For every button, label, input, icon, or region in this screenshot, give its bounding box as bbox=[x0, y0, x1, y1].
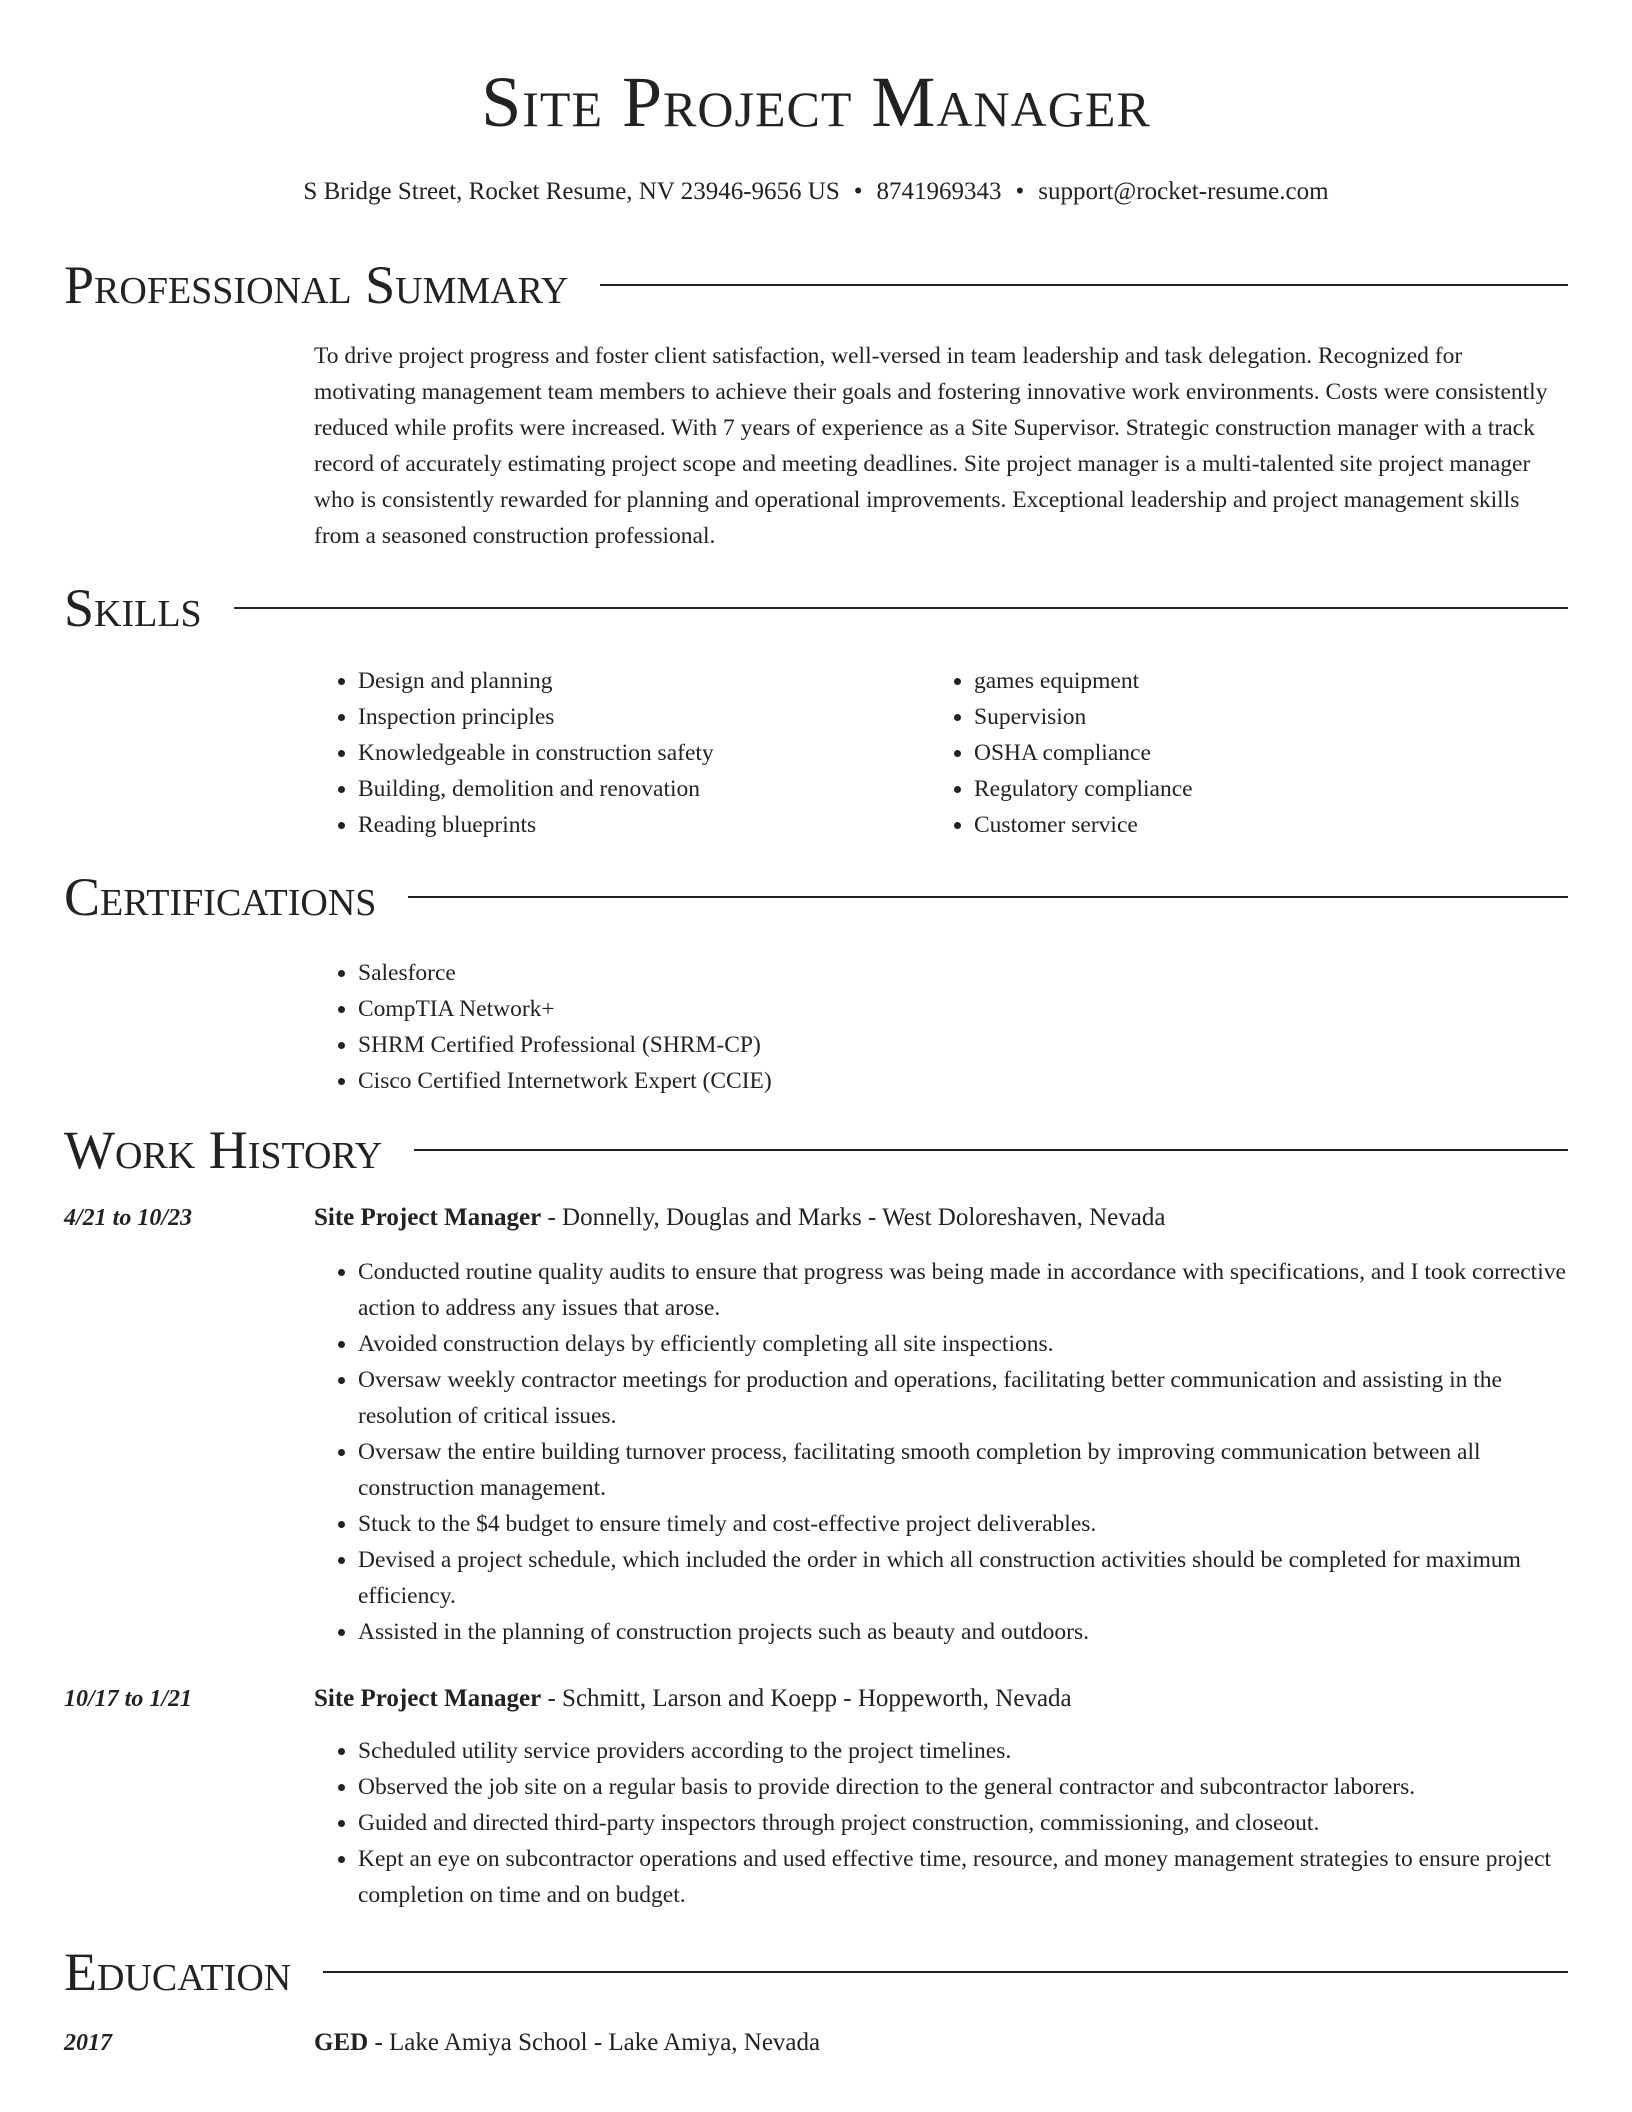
job-role: Site Project Manager bbox=[314, 1685, 542, 1712]
job-employer-location: - Schmitt, Larson and Koepp - Hoppeworth, Nevada bbox=[541, 1685, 1072, 1712]
resume-name-heading: Site Project Manager bbox=[481, 62, 1151, 142]
job-role: Site Project Manager bbox=[314, 1204, 542, 1231]
job-bullet: • Assisted in the planning of construction projects such as beauty and outdoors. bbox=[358, 1614, 1568, 1650]
job-bullet: • Oversaw weekly contractor meetings for production and operations, facilitating better communication and assisting in the resolution of critical issues. bbox=[358, 1362, 1568, 1434]
job-bullet: • Conducted routine quality audits to ensure that progress was being made in accordance with specifications, and I took corrective action to address any issues that arose. bbox=[358, 1254, 1568, 1326]
education-year: 2017 bbox=[64, 2030, 112, 2056]
skill-item: • Inspection principles bbox=[358, 699, 914, 735]
skills-column-right bbox=[930, 663, 1530, 843]
education-degree: GED bbox=[314, 2029, 369, 2056]
contact-separator: • bbox=[1015, 178, 1025, 205]
job-employer-location: - Donnelly, Douglas and Marks - West Doloreshaven, Nevada bbox=[541, 1204, 1166, 1231]
job-bullet: • Guided and directed third-party inspectors through project construction, commissioning, and closeout. bbox=[358, 1805, 1568, 1841]
job-dates: 4/21 to 10/23 bbox=[64, 1205, 193, 1231]
contact-line bbox=[0, 176, 1632, 208]
section-header-skills bbox=[64, 578, 1568, 638]
contact-email[interactable]: support@rocket-resume.com bbox=[1038, 178, 1329, 205]
certification-item: • CompTIA Network+ bbox=[358, 991, 1568, 1027]
section-divider bbox=[600, 284, 1568, 286]
education-line bbox=[314, 2025, 1568, 2061]
job-bullets bbox=[314, 1733, 1568, 1913]
certification-item: • Salesforce bbox=[358, 955, 1568, 991]
job-bullet: • Devised a project schedule, which included the order in which all construction activities should be completed for maximum efficiency. bbox=[358, 1542, 1568, 1614]
skill-item: • Design and planning bbox=[358, 663, 914, 699]
certification-item: • SHRM Certified Professional (SHRM-CP) bbox=[358, 1027, 1568, 1063]
section-header-certifications bbox=[64, 867, 1568, 927]
job-title-line bbox=[314, 1681, 1568, 1717]
section-title-certifications: Certifications bbox=[64, 867, 377, 927]
job-dates: 10/17 to 1/21 bbox=[64, 1686, 193, 1712]
section-divider bbox=[234, 607, 1568, 609]
contact-address: S Bridge Street, Rocket Resume, NV 23946-9656 US bbox=[303, 178, 840, 205]
job-title-line bbox=[314, 1200, 1568, 1236]
section-divider bbox=[414, 1149, 1568, 1151]
section-title-skills: Skills bbox=[64, 578, 202, 638]
skill-item: • Building, demolition and renovation bbox=[358, 771, 914, 807]
job-bullets bbox=[314, 1254, 1568, 1650]
section-header-education bbox=[64, 1942, 1568, 2002]
certification-item: • Cisco Certified Internetwork Expert (CCIE) bbox=[358, 1063, 1568, 1099]
section-title-summary: Professional Summary bbox=[64, 255, 569, 315]
job-bullet: • Oversaw the entire building turnover process, facilitating smooth completion by improving communication between all construction management. bbox=[358, 1434, 1568, 1506]
section-title-work-history: Work History bbox=[64, 1120, 383, 1180]
section-title-education: Education bbox=[64, 1942, 292, 2002]
job-bullet: • Scheduled utility service providers according to the project timelines. bbox=[358, 1733, 1568, 1769]
skill-item: • Knowledgeable in construction safety bbox=[358, 735, 914, 771]
skill-item: • Supervision bbox=[974, 699, 1530, 735]
summary-text: To drive project progress and foster client satisfaction, well-versed in team leadership and task delegation. Recognized for motivating management team members to achieve their goals and fostering innovative work environments. Costs were consistently reduced while profits were increased. With 7 years of experience as a Site Supervisor. Strategic construction manager with a track record of accurately estimating project scope and meeting deadlines. Site project manager is a multi-talented site project manager who is consistently rewarded for planning and operational improvements. Exceptional leadership and project management skills from a seasoned construction professional. bbox=[314, 343, 1548, 549]
skill-item: • games equipment bbox=[974, 663, 1530, 699]
contact-separator: • bbox=[853, 178, 863, 205]
section-divider bbox=[323, 1971, 1568, 1973]
skill-item: • Regulatory compliance bbox=[974, 771, 1530, 807]
skill-item: • Reading blueprints bbox=[358, 807, 914, 843]
section-header-summary bbox=[64, 255, 1568, 315]
job-bullet: • Avoided construction delays by efficiently completing all site inspections. bbox=[358, 1326, 1568, 1362]
contact-phone: 8741969343 bbox=[876, 178, 1002, 205]
education-school-location: - Lake Amiya School - Lake Amiya, Nevada bbox=[368, 2029, 821, 2056]
job-bullet: • Kept an eye on subcontractor operations and used effective time, resource, and money management strategies to ensure project completion on time and on budget. bbox=[358, 1841, 1568, 1913]
section-divider bbox=[408, 896, 1568, 898]
section-header-work-history bbox=[64, 1120, 1568, 1180]
skill-item: • OSHA compliance bbox=[974, 735, 1530, 771]
certifications-list bbox=[314, 955, 1568, 1099]
job-bullet: • Stuck to the $4 budget to ensure timely and cost-effective project deliverables. bbox=[358, 1506, 1568, 1542]
job-bullet: • Observed the job site on a regular basis to provide direction to the general contractor and subcontractor laborers. bbox=[358, 1769, 1568, 1805]
skill-item: • Customer service bbox=[974, 807, 1530, 843]
skills-column-left bbox=[314, 663, 914, 843]
